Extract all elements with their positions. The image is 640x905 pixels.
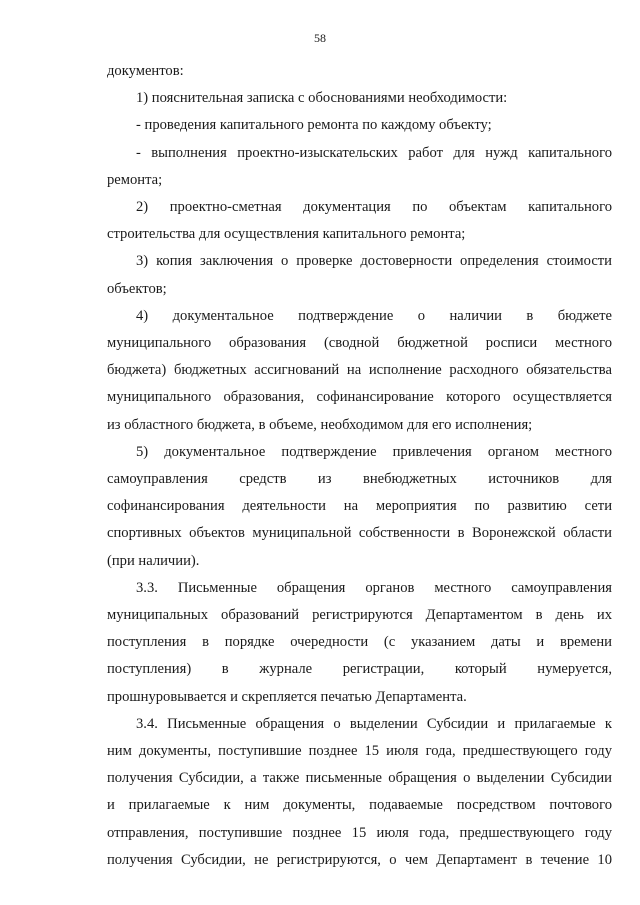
text-line: поступления) в журнале регистрации, который нумеруется, [107,661,612,678]
paragraph-item-5 [107,439,612,575]
text-line: и прилагаемые к ним документы, подаваемые посредством почтового [107,797,612,814]
paragraph-item-1-survey [107,140,612,194]
text-line: софинансирования деятельности на мероприятия по развитию сети [107,498,612,515]
text-line: спортивных объектов муниципальной собственности в Воронежской области [107,525,612,542]
text-line: муниципального образования, софинансирование которого осуществляется [107,389,612,406]
paragraph-section-3-4 [107,711,612,874]
text-line: получения Субсидии, а также письменные обращения о выделении Субсидии [107,770,612,787]
text-line: муниципального образования (сводной бюджетной росписи местного [107,335,612,352]
text-line: - выполнения проектно-изыскательских работ для нужд капитального [136,144,612,161]
text-line: бюджета) бюджетных ассигнований на исполнение расходного обязательства [107,362,612,379]
text-line: ремонта; [107,171,163,188]
text-line: 1) пояснительная записка с обоснованиями необходимости: [136,90,508,107]
page-number: 58 [314,31,326,45]
paragraph-item-1 [107,85,612,112]
text-line: прошнуровывается и скрепляется печатью Департамента. [107,688,467,705]
text-line: муниципальных образований регистрируются Департаментом в день их [107,607,612,624]
text-line: объектов; [107,280,167,297]
text-line: 2) проектно-сметная документация по объектам капитального [136,199,612,216]
document-body [107,58,612,874]
paragraph-item-3 [107,248,612,302]
paragraph-item-2 [107,194,612,248]
text-line: отправления, поступившие позднее 15 июля года, предшествующего году [107,824,612,841]
text-line: документов: [107,63,184,79]
text-line: 3) копия заключения о проверке достоверности определения стоимости [136,253,612,270]
text-line: - проведения капитального ремонта по каждому объекту; [136,117,492,134]
text-line: из областного бюджета, в объеме, необходимом для его исполнения; [107,416,533,433]
text-line: получения Субсидии, не регистрируются, о чем Департамент в течение 10 [107,851,612,868]
text-line: поступления в порядке очередности (с указанием даты и времени [107,634,612,651]
paragraph-item-1-repair [107,112,612,139]
paragraph-section-3-3 [107,575,612,711]
text-line: 4) документальное подтверждение о наличии в бюджете [136,307,612,324]
text-line: самоуправления средств из внебюджетных источников для [107,471,612,488]
text-line: ним документы, поступившие позднее 15 июля года, предшествующего году [107,743,612,760]
text-line: (при наличии). [107,552,200,569]
paragraph-documents-intro [107,58,612,85]
text-line: 5) документальное подтверждение привлечения органом местного [136,443,612,460]
text-line: 3.3. Письменные обращения органов местного самоуправления [136,579,612,596]
text-line: строительства для осуществления капитального ремонта; [107,226,466,243]
text-line: 3.4. Письменные обращения о выделении Субсидии и прилагаемые к [136,715,612,732]
paragraph-item-4 [107,303,612,439]
